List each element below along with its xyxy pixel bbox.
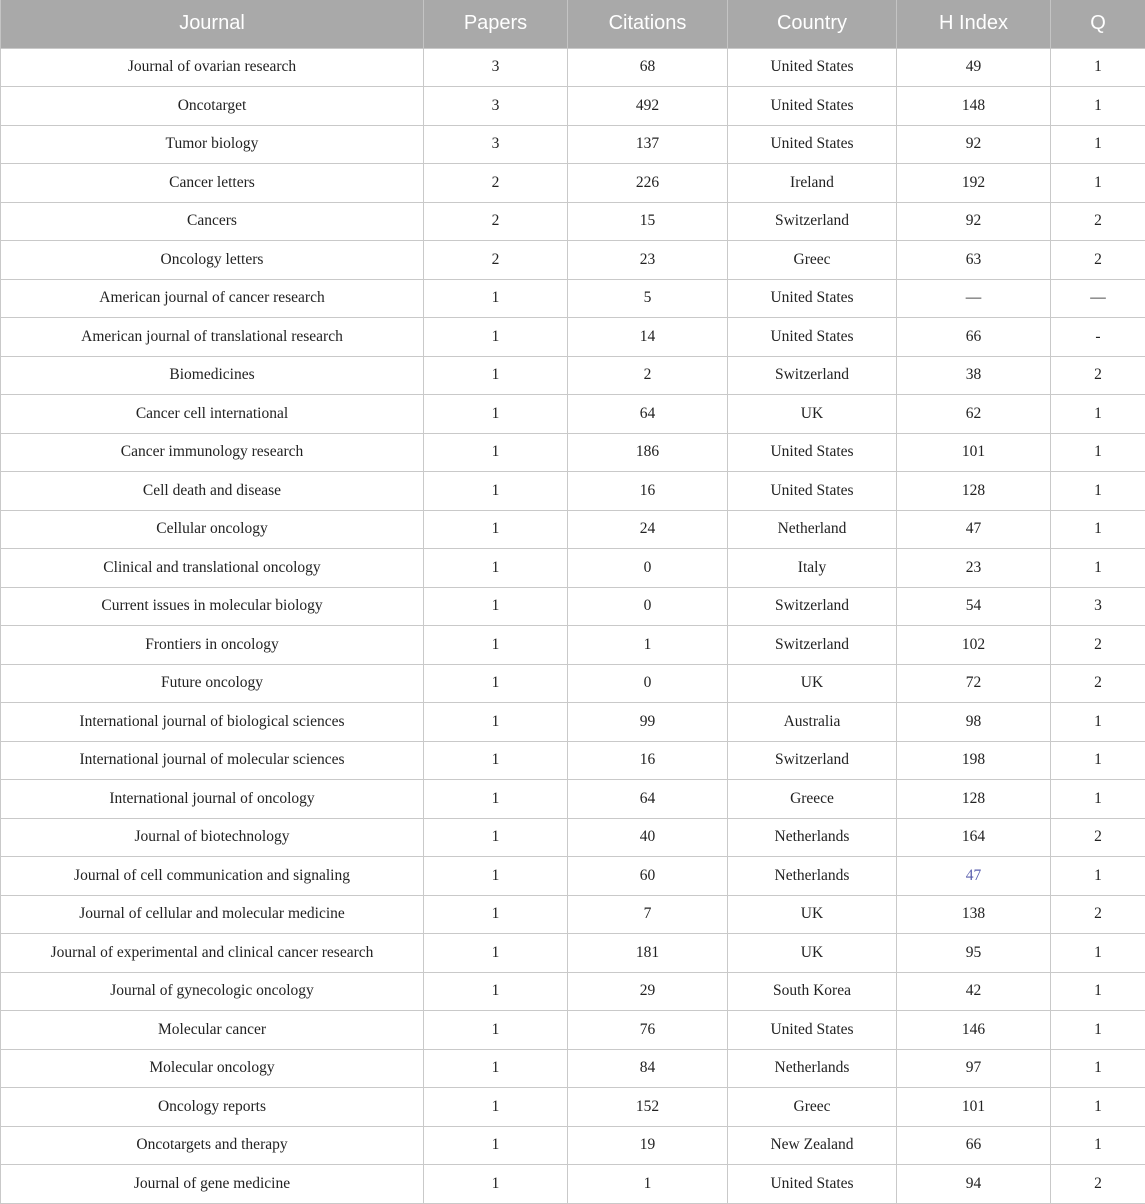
papers-cell: 1 [424,703,568,742]
journal-cell: Oncology reports [1,1088,424,1127]
papers-cell: 1 [424,1011,568,1050]
h-index-cell: 92 [897,125,1051,164]
h-index-cell: 148 [897,87,1051,126]
country-cell: UK [728,895,897,934]
citations-cell: 64 [568,780,728,819]
table-row [1,1049,1145,1088]
h-index-cell: 101 [897,1088,1051,1127]
table-row [1,549,1145,588]
journal-cell: American journal of translational research [1,318,424,357]
table-row [1,626,1145,665]
country-cell: United States [728,318,897,357]
table-row [1,587,1145,626]
papers-cell: 1 [424,433,568,472]
table-row [1,48,1145,87]
table-row [1,125,1145,164]
papers-cell: 1 [424,549,568,588]
table-row [1,433,1145,472]
journal-cell: Molecular oncology [1,1049,424,1088]
country-cell: Switzerland [728,741,897,780]
journal-cell: Journal of gene medicine [1,1165,424,1204]
journal-cell: Cancers [1,202,424,241]
journal-cell: Clinical and translational oncology [1,549,424,588]
h-index-cell: 62 [897,395,1051,434]
table-header [1,0,1145,48]
papers-cell: 1 [424,972,568,1011]
journal-cell: Molecular cancer [1,1011,424,1050]
country-cell: UK [728,395,897,434]
citations-cell: 19 [568,1126,728,1165]
country-cell: Switzerland [728,626,897,665]
column-header-q: Q [1051,0,1145,48]
country-cell: Switzerland [728,356,897,395]
citations-cell: 2 [568,356,728,395]
table-row [1,279,1145,318]
papers-cell: 1 [424,395,568,434]
country-cell: Netherland [728,510,897,549]
table-row [1,510,1145,549]
citations-cell: 15 [568,202,728,241]
q-cell: 1 [1051,1088,1145,1127]
table-row [1,972,1145,1011]
journal-cell: Journal of biotechnology [1,818,424,857]
citations-cell: 0 [568,664,728,703]
journal-cell: American journal of cancer research [1,279,424,318]
q-cell: 2 [1051,626,1145,665]
citations-cell: 40 [568,818,728,857]
journal-cell: Journal of cellular and molecular medicine [1,895,424,934]
papers-cell: 3 [424,87,568,126]
papers-cell: 1 [424,510,568,549]
q-cell: 1 [1051,549,1145,588]
journal-cell: Cancer letters [1,164,424,203]
citations-cell: 7 [568,895,728,934]
table-row [1,664,1145,703]
country-cell: Australia [728,703,897,742]
h-index-cell: 198 [897,741,1051,780]
table-row [1,934,1145,973]
table-row [1,87,1145,126]
papers-cell: 1 [424,587,568,626]
q-cell: 1 [1051,510,1145,549]
q-cell: 1 [1051,87,1145,126]
h-index-cell: 47 [897,510,1051,549]
journal-cell: Journal of cell communication and signaling [1,857,424,896]
h-index-cell: 72 [897,664,1051,703]
h-index-cell: 66 [897,318,1051,357]
table-body [1,48,1145,1203]
papers-cell: 1 [424,857,568,896]
h-index-cell: 92 [897,202,1051,241]
country-cell: Greece [728,780,897,819]
papers-cell: 1 [424,818,568,857]
journal-cell: Oncotarget [1,87,424,126]
country-cell: Greec [728,1088,897,1127]
citations-cell: 186 [568,433,728,472]
journal-cell: Future oncology [1,664,424,703]
citations-cell: 99 [568,703,728,742]
h-index-cell: 138 [897,895,1051,934]
papers-cell: 1 [424,1126,568,1165]
country-cell: Switzerland [728,587,897,626]
country-cell: Netherlands [728,818,897,857]
table-row [1,741,1145,780]
h-index-cell: 128 [897,780,1051,819]
h-index-cell: 192 [897,164,1051,203]
table-row [1,395,1145,434]
journal-cell: Cellular oncology [1,510,424,549]
q-cell: - [1051,318,1145,357]
country-cell: UK [728,934,897,973]
citations-cell: 76 [568,1011,728,1050]
papers-cell: 1 [424,780,568,819]
citations-cell: 29 [568,972,728,1011]
q-cell: 1 [1051,395,1145,434]
q-cell: 1 [1051,125,1145,164]
journal-cell: Frontiers in oncology [1,626,424,665]
country-cell: Netherlands [728,857,897,896]
citations-cell: 0 [568,549,728,588]
papers-cell: 1 [424,664,568,703]
h-index-cell: 47 [897,857,1051,896]
h-index-cell: 146 [897,1011,1051,1050]
q-cell: 2 [1051,241,1145,280]
citations-cell: 152 [568,1088,728,1127]
citations-cell: 5 [568,279,728,318]
country-cell: United States [728,125,897,164]
citations-cell: 1 [568,1165,728,1204]
q-cell: 1 [1051,48,1145,87]
journal-cell: Cell death and disease [1,472,424,511]
q-cell: 1 [1051,472,1145,511]
country-cell: UK [728,664,897,703]
journal-cell: Oncology letters [1,241,424,280]
table-row [1,1011,1145,1050]
papers-cell: 1 [424,1088,568,1127]
table-row [1,895,1145,934]
q-cell: 1 [1051,741,1145,780]
q-cell: 1 [1051,934,1145,973]
q-cell: 2 [1051,818,1145,857]
q-cell: 1 [1051,1126,1145,1165]
papers-cell: 3 [424,125,568,164]
table-row [1,857,1145,896]
table-row [1,164,1145,203]
table-row [1,703,1145,742]
citations-cell: 84 [568,1049,728,1088]
country-cell: United States [728,1165,897,1204]
journal-cell: Oncotargets and therapy [1,1126,424,1165]
papers-cell: 2 [424,164,568,203]
citations-cell: 60 [568,857,728,896]
papers-cell: 2 [424,202,568,241]
h-index-cell: 97 [897,1049,1051,1088]
q-cell: 1 [1051,972,1145,1011]
papers-cell: 1 [424,1049,568,1088]
papers-cell: 1 [424,1165,568,1204]
q-cell: 2 [1051,356,1145,395]
q-cell: 2 [1051,664,1145,703]
q-cell: 2 [1051,895,1145,934]
journal-cell: Journal of experimental and clinical cancer research [1,934,424,973]
citations-cell: 24 [568,510,728,549]
journal-cell: International journal of oncology [1,780,424,819]
journal-cell: Journal of gynecologic oncology [1,972,424,1011]
papers-cell: 1 [424,741,568,780]
country-cell: Switzerland [728,202,897,241]
h-index-cell: 38 [897,356,1051,395]
h-index-cell: 101 [897,433,1051,472]
country-cell: United States [728,279,897,318]
country-cell: Ireland [728,164,897,203]
table-row [1,1088,1145,1127]
citations-cell: 14 [568,318,728,357]
papers-cell: 1 [424,895,568,934]
journal-cell: Current issues in molecular biology [1,587,424,626]
papers-cell: 1 [424,318,568,357]
journal-cell: International journal of biological sciences [1,703,424,742]
q-cell: 3 [1051,587,1145,626]
q-cell: 1 [1051,1011,1145,1050]
citations-cell: 16 [568,741,728,780]
journal-cell: Biomedicines [1,356,424,395]
h-index-cell: 98 [897,703,1051,742]
country-cell: United States [728,433,897,472]
citations-cell: 23 [568,241,728,280]
citations-cell: 0 [568,587,728,626]
q-cell: 2 [1051,202,1145,241]
citations-cell: 137 [568,125,728,164]
country-cell: Italy [728,549,897,588]
q-cell: 1 [1051,433,1145,472]
country-cell: United States [728,1011,897,1050]
q-cell: 1 [1051,780,1145,819]
country-cell: United States [728,472,897,511]
papers-cell: 1 [424,626,568,665]
h-index-cell: 49 [897,48,1051,87]
country-cell: United States [728,87,897,126]
journal-cell: Cancer immunology research [1,433,424,472]
column-header-citations: Citations [568,0,728,48]
papers-cell: 1 [424,934,568,973]
citations-cell: 68 [568,48,728,87]
country-cell: South Korea [728,972,897,1011]
citations-cell: 16 [568,472,728,511]
h-index-cell: 95 [897,934,1051,973]
h-index-cell: 23 [897,549,1051,588]
table-row [1,780,1145,819]
h-index-cell: 54 [897,587,1051,626]
h-index-cell: 42 [897,972,1051,1011]
citations-cell: 492 [568,87,728,126]
q-cell: 2 [1051,1165,1145,1204]
country-cell: Greec [728,241,897,280]
papers-cell: 1 [424,279,568,318]
q-cell: 1 [1051,703,1145,742]
table-row [1,1165,1145,1204]
h-index-cell: 164 [897,818,1051,857]
table-row [1,356,1145,395]
country-cell: Netherlands [728,1049,897,1088]
column-header-journal: Journal [1,0,424,48]
country-cell: New Zealand [728,1126,897,1165]
papers-cell: 1 [424,472,568,511]
citations-cell: 226 [568,164,728,203]
journal-cell: International journal of molecular sciences [1,741,424,780]
column-header-h-index: H Index [897,0,1051,48]
q-cell: 1 [1051,1049,1145,1088]
table-row [1,472,1145,511]
table-row [1,318,1145,357]
papers-cell: 2 [424,241,568,280]
table-row [1,1126,1145,1165]
journal-cell: Journal of ovarian research [1,48,424,87]
q-cell: 1 [1051,857,1145,896]
h-index-cell: 63 [897,241,1051,280]
h-index-cell: — [897,279,1051,318]
h-index-cell: 102 [897,626,1051,665]
q-cell: — [1051,279,1145,318]
column-header-papers: Papers [424,0,568,48]
citations-cell: 181 [568,934,728,973]
citations-cell: 64 [568,395,728,434]
column-header-country: Country [728,0,897,48]
q-cell: 1 [1051,164,1145,203]
journal-cell: Cancer cell international [1,395,424,434]
header-row [1,0,1145,48]
citations-cell: 1 [568,626,728,665]
h-index-cell: 128 [897,472,1051,511]
country-cell: United States [728,48,897,87]
h-index-cell: 94 [897,1165,1051,1204]
table-row [1,241,1145,280]
table-row [1,202,1145,241]
papers-cell: 1 [424,356,568,395]
journal-cell: Tumor biology [1,125,424,164]
table-row [1,818,1145,857]
h-index-cell: 66 [897,1126,1051,1165]
papers-cell: 3 [424,48,568,87]
